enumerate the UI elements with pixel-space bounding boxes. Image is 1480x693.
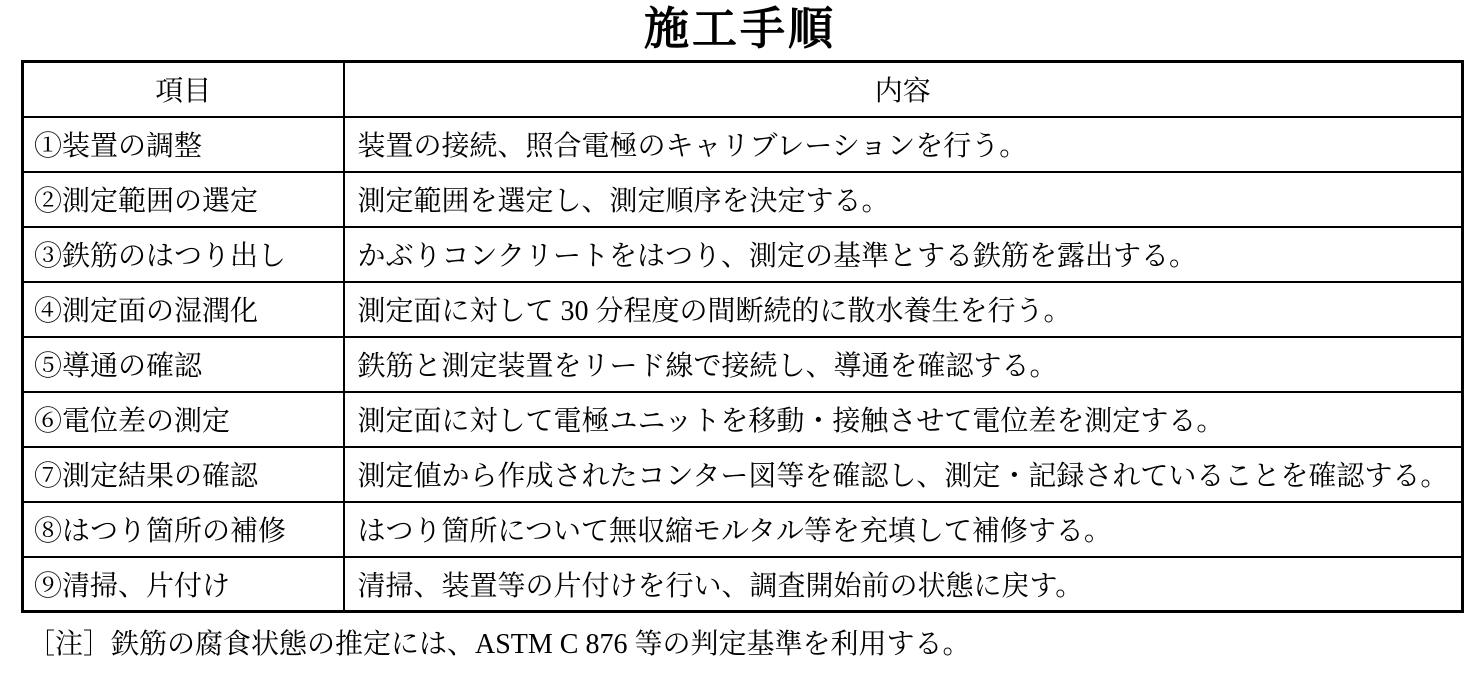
page-title: 施工手順 bbox=[643, 3, 836, 54]
table-row bbox=[23, 227, 1463, 282]
item-cell: ⑧はつり箇所の補修 bbox=[23, 502, 344, 557]
content-cell: かぶりコンクリートをはつり、測定の基準とする鉄筋を露出する。 bbox=[344, 227, 1463, 282]
content-cell: 鉄筋と測定装置をリード線で接続し、導通を確認する。 bbox=[344, 337, 1463, 392]
content-cell: 測定面に対して電極ユニットを移動・接触させて電位差を測定する。 bbox=[344, 392, 1463, 447]
header-cell-content: 内容 bbox=[344, 62, 1463, 117]
content-cell: 測定範囲を選定し、測定順序を決定する。 bbox=[344, 172, 1463, 227]
table-body bbox=[23, 117, 1463, 612]
content-cell: 装置の接続、照合電極のキャリブレーションを行う。 bbox=[344, 117, 1463, 172]
item-cell: ⑦測定結果の確認 bbox=[23, 447, 344, 502]
item-cell: ②測定範囲の選定 bbox=[23, 172, 344, 227]
header-cell-item: 項目 bbox=[23, 62, 344, 117]
item-cell: ④測定面の湿潤化 bbox=[23, 282, 344, 337]
footnote: ［注］鉄筋の腐食状態の推定には、ASTM C 876 等の判定基準を利用する。 bbox=[27, 629, 971, 660]
table-header bbox=[23, 62, 1463, 117]
item-cell: ①装置の調整 bbox=[23, 117, 344, 172]
table-row bbox=[23, 392, 1463, 447]
content-cell: 清掃、装置等の片付けを行い、調査開始前の状態に戻す。 bbox=[344, 557, 1463, 612]
table-row bbox=[23, 337, 1463, 392]
table-row bbox=[23, 502, 1463, 557]
content-cell: 測定値から作成されたコンター図等を確認し、測定・記録されていることを確認する。 bbox=[344, 447, 1463, 502]
header-row bbox=[23, 62, 1463, 117]
content-cell: 測定面に対して 30 分程度の間断続的に散水養生を行う。 bbox=[344, 282, 1463, 337]
item-cell: ⑨清掃、片付け bbox=[23, 557, 344, 612]
table-row bbox=[23, 117, 1463, 172]
content-cell: はつり箇所について無収縮モルタル等を充填して補修する。 bbox=[344, 502, 1463, 557]
table-row bbox=[23, 557, 1463, 612]
table-row bbox=[23, 282, 1463, 337]
table-row bbox=[23, 447, 1463, 502]
item-cell: ⑤導通の確認 bbox=[23, 337, 344, 392]
item-cell: ③鉄筋のはつり出し bbox=[23, 227, 344, 282]
procedure-table bbox=[21, 60, 1464, 613]
item-cell: ⑥電位差の測定 bbox=[23, 392, 344, 447]
table-row bbox=[23, 172, 1463, 227]
